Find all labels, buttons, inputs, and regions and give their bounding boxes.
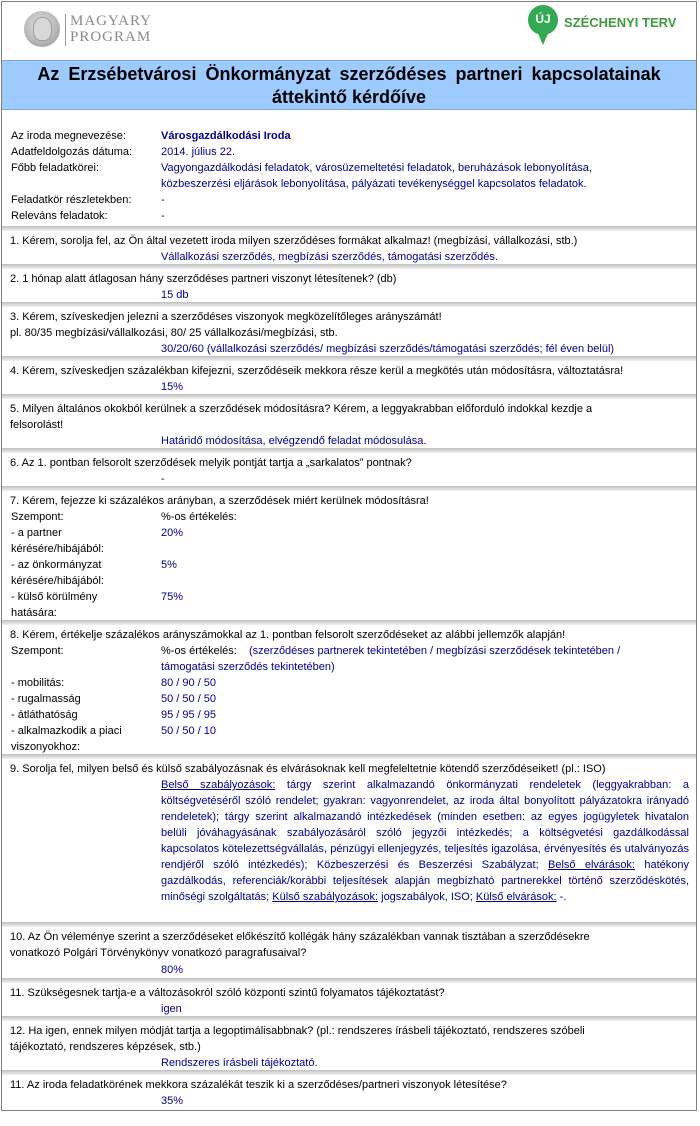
answer-1: Vállalkozási szerződés, megbízási szerződés, támogatási szerződés. [161,251,498,263]
date-label: Adatfeldolgozás dátuma: [11,146,133,158]
q8-criterion-label: Szempont: [11,645,64,657]
question-10-line-1: 10. Az Ön véleménye szerint a szerződéseket előkészítő kollégák hány százalékban vannak tisztában a szerződésekre [10,931,590,943]
section-divider [2,302,696,307]
answer-10: 80% [161,964,184,976]
q7-evaluation-label: %-os értékelés: [161,511,237,523]
q8-item-label: - átláthatóság [11,709,78,721]
question-8: 8. Kérem, értékelje százalékos arányszámokkal az 1. pontban felsorolt szerződéseket az alábbi jellemzők alapján! [10,629,566,641]
relevant-label: Releváns feladatok: [11,210,108,222]
q8-evaluation-note: támogatási szerződés tekintetében) [161,661,335,673]
q8-item-label: - rugalmasság [11,693,81,705]
answer-12: Rendszeres írásbeli tájékoztató. [161,1057,318,1069]
question-12-line-2: tájékoztató, rendszeres képzések, stb.) [10,1041,201,1053]
section-divider [2,448,696,453]
answer-2: 15 db [161,289,189,301]
section-divider [2,620,696,625]
q8-evaluation-note: (szerződéses partnerek tekintetében / megbízási szerződések tekintetében / [249,645,621,657]
q7-item-label: hatására: [11,607,57,619]
q7-item-label: - külső körülmény [11,591,98,603]
answer-4: 15% [161,381,184,393]
question-13: 11. Az iroda feladatkörének mekkora százalékát teszik ki a szerződéses/partneri viszonyok létesítése? [10,1079,507,1091]
q7-item-label: kérésére/hibájából: [11,543,104,555]
answer-9: Belső szabályozások: tárgy szerint alkalmazandó önkormányzati rendeletek (leggyakrabban: a költségvetéséről szóló rendelet; gyakran: vagyonrendelet, az iroda által bonyolított pályázatokra irányadó rendeletek); tárgy szerint alkalmazandó intézkedések (minden esetben: az egyes jogügyletek hivatalon belüli jóváhagyásának szabályozásáról szóló jegyzői intézkedés; a költségvetési gazdálkodással kapcsolatos kötelezettségvállalás, pénzügyi ellenjegyzés, teljesítés igazolása, érvényesítés és utalványozás rendjéről szóló intézkedés); Közbeszerzési és Beszerzési Szabályzat; Belső elvárások: hatékony gazdálkodás, referenciák/korábbi teljesítések alapján megbízható partnerekkel történő szerződéskötés, minőségi szolgáltatás; Külső szabályozások: jogszabályok, ISO; Külső elvárások: -. [161,779,690,903]
q7-item-label: kérésére/hibájából: [11,575,104,587]
belso-szabalyozasok-label: Belső szabályozások: [161,779,276,791]
seal-icon [24,11,60,47]
section-divider [2,486,696,491]
date-value: 2014. július 22. [161,146,235,158]
detail-value: - [161,194,165,206]
answer-3: 30/20/60 (vállalkozási szerződés/ megbízási szerződés/támogatási szerződés; fél éven belül) [161,343,615,355]
q8-item-label: - mobilitás: [11,677,65,689]
section-divider [2,922,696,927]
kulso-elvarasok-label: Külső elvárások: [475,891,557,903]
office-value: Városgazdálkodási Iroda [161,130,291,142]
relevant-value: - [161,210,165,222]
section-divider [2,226,696,231]
answer-5: Határidő módosítása, elvégzendő feladat módosulása. [161,435,427,447]
tasks-label: Főbb feladatkörei: [11,162,100,174]
section-divider [2,264,696,269]
section-divider [2,754,696,759]
q8-item-value: 50 / 50 / 10 [161,725,217,737]
q8-item-value: 95 / 95 / 95 [161,709,217,721]
question-5-line-1: 5. Milyen általános okokból kerülnek a szerződések módosításra? Kérem, a leggyakrabban előforduló indokkal kezdje a [10,403,593,415]
question-12-line-1: 12. Ha igen, ennek milyen módját tartja a legoptimálisabbnak? (pl.: rendszeres írásbeli tájékoztató, rendszeres szóbeli [10,1025,585,1037]
section-divider [2,356,696,361]
question-3-line-1: 3. Kérem, szíveskedjen jelezni a szerződéses viszonyok megközelítőleges arányszámát! [10,311,442,323]
section-divider [2,1070,696,1075]
question-6: 6. Az 1. pontban felsorolt szerződések melyik pontját tartja a „sarkalatos” pontnak? [10,457,412,469]
q7-item-label: - a partner [11,527,62,539]
q7-item-value: 5% [161,559,177,571]
q7-criterion-label: Szempont: [11,511,64,523]
answer-6: - [161,473,165,485]
section-divider [2,978,696,983]
q7-item-label: - az önkormányzat [11,559,102,571]
question-7: 7. Kérem, fejezze ki százalékos arányban, a szerződések miért kerülnek módosításra! [10,495,429,507]
question-11: 11. Szükségesnek tartja-e a változásokról szóló központi szintű folyamatos tájékoztatást? [10,987,445,999]
header [2,2,696,60]
office-label: Az iroda megnevezése: [11,130,126,142]
question-1: 1. Kérem, sorolja fel, az Ön által vezetett iroda milyen szerződéses formákat alkalmaz! (megbízási, vállalkozási, stb.) [10,235,578,247]
magyary-program-logo: MAGYARY PROGRAM [24,11,164,49]
question-10-line-2: vonatkozó Polgári Törvénykönyv vonatkozó paragrafusaival? [10,947,307,959]
answer-11: igen [161,1003,182,1015]
question-5-line-2: felsorolást! [10,419,64,431]
detail-label: Feladatkör részletekben: [11,194,132,206]
q8-item-value: 50 / 50 / 50 [161,693,217,705]
question-4: 4. Kérem, szíveskedjen százalékban kifejezni, szerződéseik mekkora része kerül a megkötés után módosításra, változtatásra! [10,365,624,377]
q8-evaluation-label: %-os értékelés: [161,645,237,657]
uj-szechenyi-terv-logo: ÚJ SZÉCHENYI TERV [528,5,693,57]
page-title: Az Erzsébetvárosi Önkormányzat szerződéses partneri kapcsolatainak áttekintő kérdőíve [2,60,696,110]
question-9: 9. Sorolja fel, milyen belső és külső szabályozásnak és elvárásoknak kell megfeleltetnie kötendő szerződéseiket! (pl.: ISO) [10,763,606,775]
q7-item-value: 75% [161,591,184,603]
q8-item-value: 80 / 90 / 50 [161,677,217,689]
section-divider [2,1016,696,1021]
q8-item-label: viszonyokhoz: [11,741,81,753]
question-2: 2. 1 hónap alatt átlagosan hány szerződéses partneri viszonyt létesítenek? (db) [10,273,397,285]
q7-item-value: 20% [161,527,184,539]
q8-item-label: - alkalmazkodik a piaci [11,725,122,737]
belso-elvarasok-label: Belső elvárások: [548,859,635,871]
section-divider [2,394,696,399]
question-3-line-2: pl. 80/35 megbízási/vállalkozási, 80/ 25 vállalkozási/megbízási, stb. [10,327,338,339]
tasks-value-1: Vagyongazdálkodási feladatok, városüzemeltetési feladatok, beruházások lebonyolítása, [161,162,592,174]
tasks-value-2: közbeszerzési eljárások lebonyolítása, pályázati tevékenységgel kapcsolatos feladatok. [161,178,587,190]
kulso-szabalyozasok-label: Külső szabályozások: [272,891,379,903]
answer-13: 35% [161,1095,184,1107]
